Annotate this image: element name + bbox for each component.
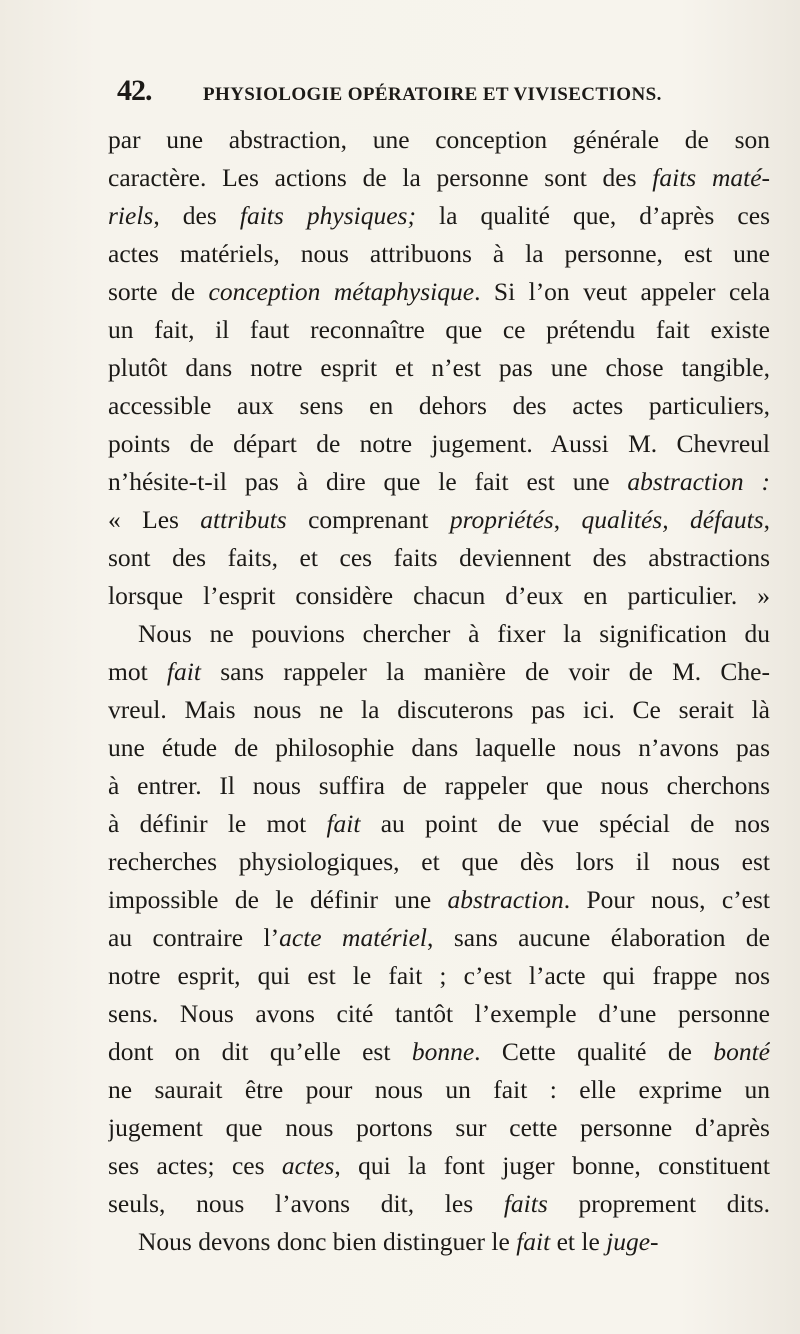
- text-line: actes matériels, nous attribuons à la personne, est une: [108, 239, 770, 268]
- page-header: [117, 74, 757, 110]
- body-text: [108, 121, 770, 1261]
- text-line: notre esprit, qui est le fait ; c’est l’acte qui frappe nos: [108, 961, 770, 990]
- text-line: sont des faits, et ces faits deviennent des abstractions: [108, 543, 770, 572]
- text-line: seuls, nous l’avons dit, les faits proprement dits.: [108, 1189, 770, 1218]
- text-line: dont on dit qu’elle est bonne. Cette qualité de bonté: [108, 1037, 770, 1066]
- text-line: sens. Nous avons cité tantôt l’exemple d’une personne: [108, 999, 770, 1028]
- text-line: caractère. Les actions de la personne sont des faits maté-: [108, 163, 770, 192]
- text-line: par une abstraction, une conception générale de son: [108, 125, 770, 154]
- text-line: ne saurait être pour nous un fait : elle exprime un: [108, 1075, 770, 1104]
- text-line: impossible de le définir une abstraction. Pour nous, c’est: [108, 885, 770, 914]
- text-line: mot fait sans rappeler la manière de voir de M. Che-: [108, 657, 770, 686]
- text-line: une étude de philosophie dans laquelle nous n’avons pas: [108, 733, 770, 762]
- text-line: un fait, il faut reconnaître que ce prétendu fait existe: [108, 315, 770, 344]
- text-line: ses actes; ces actes, qui la font juger bonne, constituent: [108, 1151, 770, 1180]
- text-line: à définir le mot fait au point de vue spécial de nos: [108, 809, 770, 838]
- text-line: sorte de conception métaphysique. Si l’on veut appeler cela: [108, 277, 770, 306]
- text-line: lorsque l’esprit considère chacun d’eux en particulier. »: [108, 581, 770, 610]
- text-line: plutôt dans notre esprit et n’est pas une chose tangible,: [108, 353, 770, 382]
- running-title: PHYSIOLOGIE OPÉRATOIRE ET VIVISECTIONS.: [203, 84, 662, 105]
- text-line: jugement que nous portons sur cette personne d’après: [108, 1113, 770, 1142]
- text-line: au contraire l’acte matériel, sans aucune élaboration de: [108, 923, 770, 952]
- text-line: accessible aux sens en dehors des actes particuliers,: [108, 391, 770, 420]
- text-line: Nous ne pouvions chercher à fixer la signification du: [138, 619, 770, 648]
- text-line: points de départ de notre jugement. Aussi M. Chevreul: [108, 429, 770, 458]
- page-number: 42.: [117, 74, 152, 107]
- text-line: à entrer. Il nous suffira de rappeler que nous cherchons: [108, 771, 770, 800]
- text-line: « Les attributs comprenant propriétés, qualités, défauts,: [108, 505, 770, 534]
- text-line: vreul. Mais nous ne la discuterons pas ici. Ce serait là: [108, 695, 770, 724]
- text-line: Nous devons donc bien distinguer le fait et le juge-: [138, 1227, 659, 1256]
- text-line: n’hésite-t-il pas à dire que le fait est une abstraction :: [108, 467, 770, 496]
- text-line: recherches physiologiques, et que dès lors il nous est: [108, 847, 770, 876]
- text-line: riels, des faits physiques; la qualité que, d’après ces: [108, 201, 770, 230]
